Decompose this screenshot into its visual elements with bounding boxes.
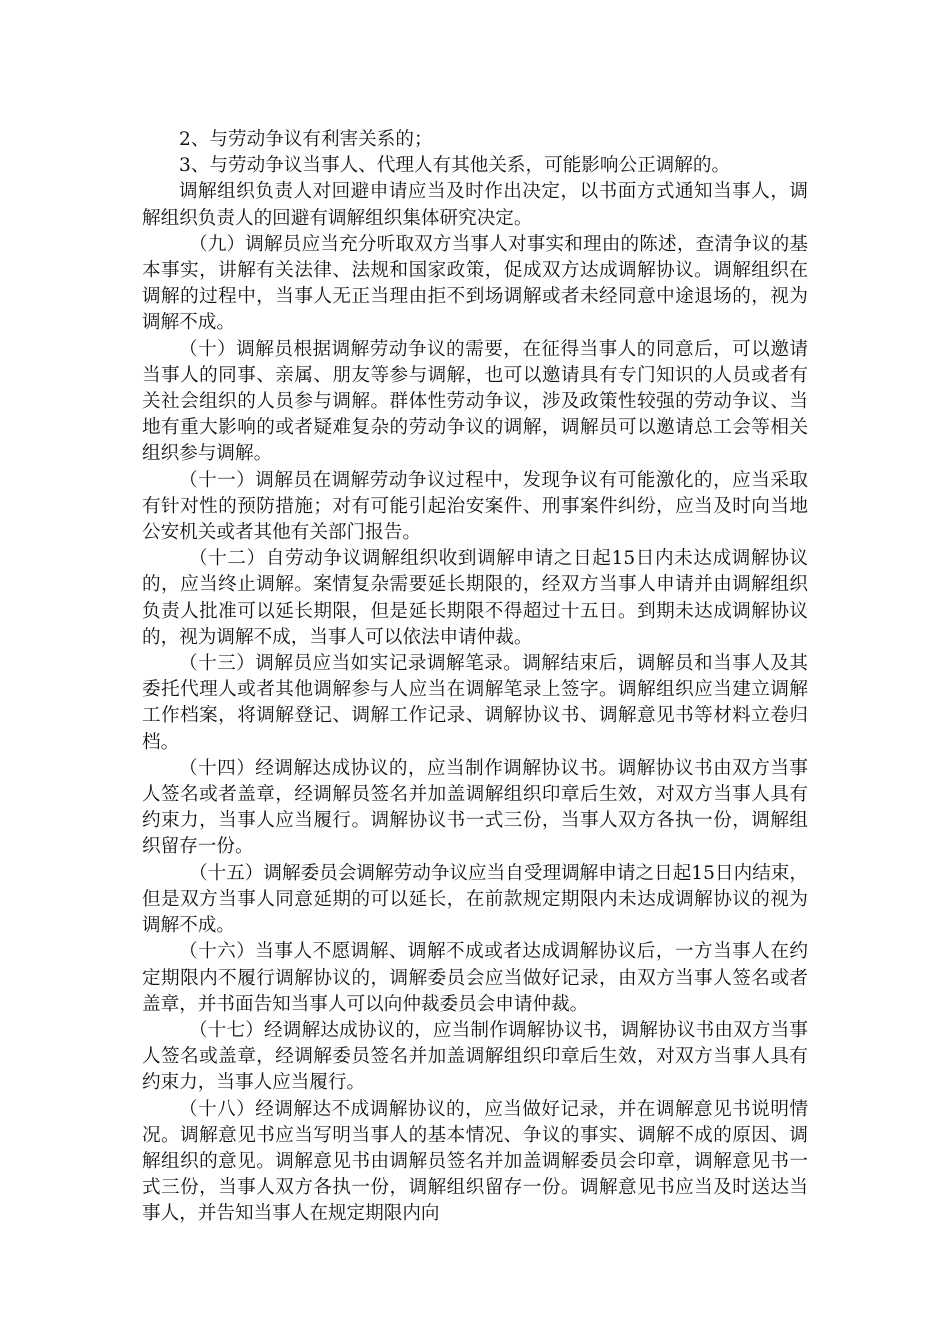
recusal-decision-paragraph: 调解组织负责人对回避申请应当及时作出决定，以书面方式通知当事人，调解组织负责人的回避有调解组织集体研究决定。 xyxy=(142,181,808,229)
list-item-2: 2、与劳动争议有利害关系的； xyxy=(179,129,433,150)
clause-13-paragraph: （十三）调解员应当如实记录调解笔录。调解结束后，调解员和当事人及其委托代理人或者其他调解参与人应当在调解笔录上签字。调解组织应当建立调解工作档案，将调解登记、调解工作记录、调解协议书、调解意见书等材料立卷归档。 xyxy=(142,653,808,753)
clause-12-paragraph: （十二）自劳动争议调解组织收到调解申请之日起15日内未达成调解协议的，应当终止调解。案情复杂需要延长期限的，经双方当事人申请并由调解组织负责人批准可以延长期限，但是延长期限不得超过十五日。到期未达成调解协议的，视为调解不成，当事人可以依法申请仲裁。 xyxy=(142,548,808,648)
clause-10-paragraph: （十）调解员根据调解劳动争议的需要，在征得当事人的同意后，可以邀请当事人的同事、亲属、朋友等参与调解，也可以邀请具有专门知识的人员或者有关社会组织的人员参与调解。群体性劳动争议，涉及政策性较强的劳动争议、当地有重大影响的或者疑难复杂的劳动争议的调解，调解员可以邀请总工会等相关组织参与调解。 xyxy=(142,338,808,465)
clause-11-paragraph: （十一）调解员在调解劳动争议过程中，发现争议有可能激化的，应当采取有针对性的预防措施；对有可能引起治安案件、刑事案件纠纷，应当及时向当地公安机关或者其他有关部门报告。 xyxy=(142,469,808,544)
clause-16-paragraph: （十六）当事人不愿调解、调解不成或者达成调解协议后，一方当事人在约定期限内不履行调解协议的，调解委员会应当做好记录，由双方当事人签名或者盖章，并书面告知当事人可以向仲裁委员会申请仲裁。 xyxy=(142,941,808,1015)
clause-9-paragraph: （九）调解员应当充分听取双方当事人对事实和理由的陈述，查清争议的基本事实，讲解有关法律、法规和国家政策，促成双方达成调解协议。调解组织在调解的过程中，当事人无正当理由拒不到场调解或者未经同意中途退场的，视为调解不成。 xyxy=(142,233,808,334)
document-body xyxy=(142,127,808,1228)
list-item-3: 3、与劳动争议当事人、代理人有其他关系，可能影响公正调解的。 xyxy=(179,155,731,177)
clause-18-paragraph: （十八）经调解达不成调解协议的，应当做好记录，并在调解意见书说明情况。调解意见书应当写明当事人的基本情况、争议的事实、调解不成的原因、调解组织的意见。调解意见书由调解员签名并加盖调解委员会印章，调解意见书一式三份，当事人双方各执一份，调解组织留存一份。调解意见书应当及时送达当事人，并告知当事人在规定期限内向 xyxy=(142,1098,808,1225)
clause-14-paragraph: （十四）经调解达成协议的，应当制作调解协议书。调解协议书由双方当事人签名或者盖章，经调解员签名并加盖调解组织印章后生效，对双方当事人具有约束力，当事人应当履行。调解协议书一式三份，当事人双方各执一份，调解组织留存一份。 xyxy=(142,757,808,858)
clause-15-paragraph: （十五）调解委员会调解劳动争议应当自受理调解申请之日起15日内结束，但是双方当事人同意延期的可以延长，在前款规定期限内未达成调解协议的视为调解不成。 xyxy=(142,862,808,937)
clause-17-paragraph: （十七）经调解达成协议的，应当制作调解协议书，调解协议书由双方当事人签名或盖章，经调解委员签名并加盖调解组织印章后生效，对双方当事人具有约束力，当事人应当履行。 xyxy=(142,1019,808,1094)
